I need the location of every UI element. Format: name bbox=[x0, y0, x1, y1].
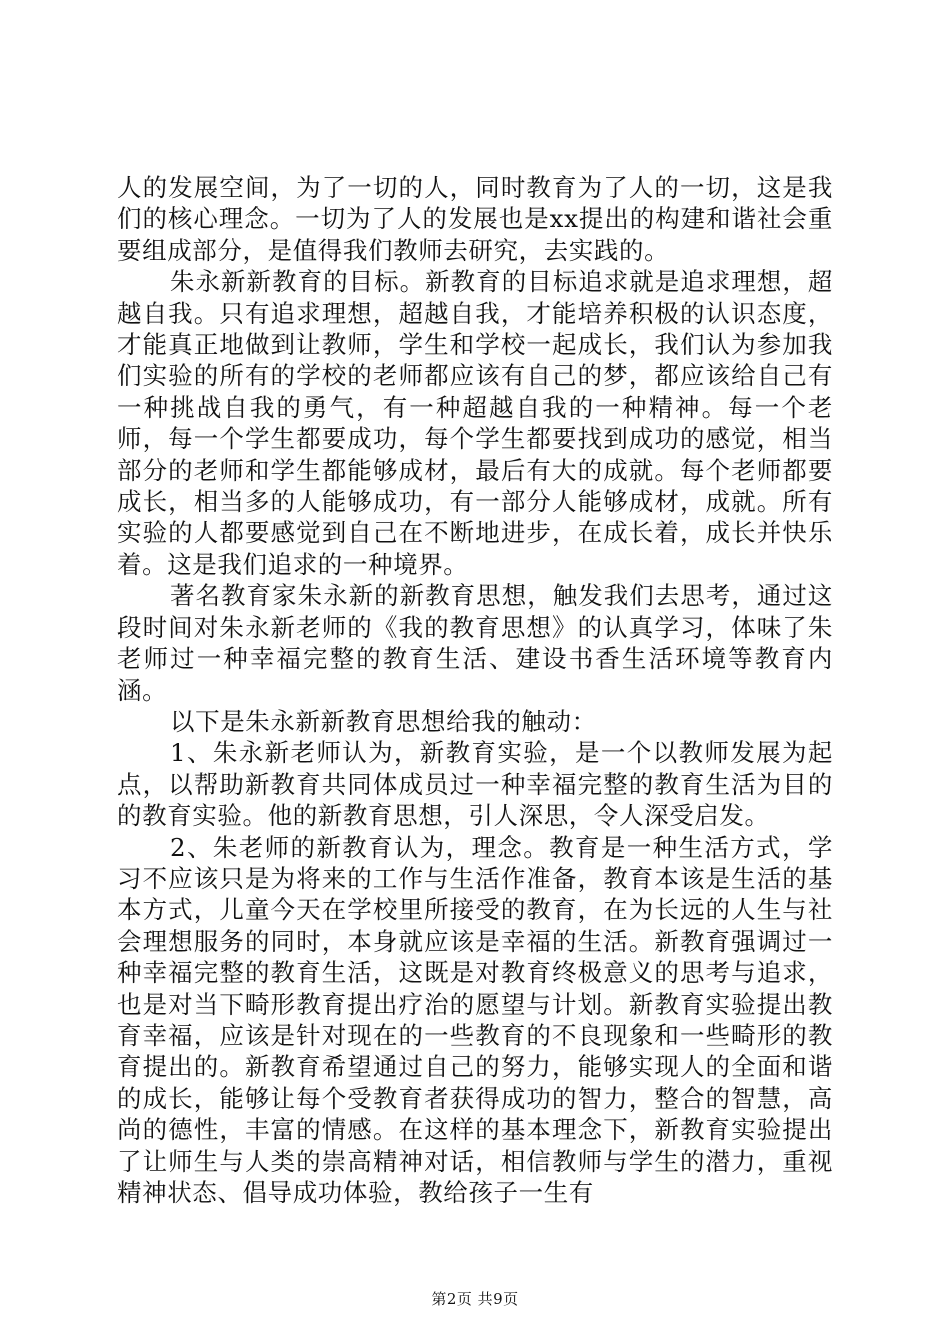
paragraph-education-goal: 朱永新新教育的目标。新教育的目标追求就是追求理想，超越自我。只有追求理想，超越自我，才能培养积极的认识态度，才能真正地做到让教师，学生和学校一起成长，我们认为参加我们实验的所有的学校的老师都应该有自己的梦，都应该给自己有一种挑战自我的勇气，有一种超越自我的一种精神。每一个老师，每一个学生都要成功，每个学生都要找到成功的感觉，相当部分的老师和学生都能够成材，最后有大的成就。每个老师都要成长，相当多的人能够成功，有一部分人能够成材，成就。所有实验的人都要感觉到自己在不断地进步，在成长着，成长并快乐着。这是我们追求的一种境界。 bbox=[117, 267, 833, 579]
paragraph-point-2: 2、朱老师的新教育认为，理念。教育是一种生活方式，学习不应该只是为将来的工作与生活作准备，教育本该是生活的基本方式，儿童今天在学校里所接受的教育，在为长远的人生与社会理想服务的同时，本身就应该是幸福的生活。新教育强调过一种幸福完整的教育生活，这既是对教育终极意义的思考与追求，也是对当下畸形教育提出疗治的愿望与计划。新教育实验提出教育幸福，应该是针对现在的一些教育的不良现象和一些畸形的教育提出的。新教育希望通过自己的努力，能够实现人的全面和谐的成长，能够让每个受教育者获得成功的智力，整合的智慧，高尚的德性，丰富的情感。在这样的基本理念下，新教育实验提出了让师生与人类的崇高精神对话，相信教师与学生的潜力，重视精神状态、倡导成功体验，教给孩子一生有 bbox=[117, 832, 833, 1207]
document-body bbox=[117, 172, 833, 1208]
paragraph-continuation: 人的发展空间，为了一切的人，同时教育为了人的一切，这是我们的核心理念。一切为了人的发展也是xx提出的构建和谐社会重要组成部分，是值得我们教师去研究，去实践的。 bbox=[117, 173, 833, 265]
paragraph-educator-thoughts: 著名教育家朱永新的新教育思想，触发我们去思考，通过这段时间对朱永新老师的《我的教育思想》的认真学习，体味了朱老师过一种幸福完整的教育生活、建设书香生活环境等教育内涵。 bbox=[117, 581, 833, 705]
paragraph-point-1: 1、朱永新老师认为，新教育实验，是一个以教师发展为起点，以帮助新教育共同体成员过一种幸福完整的教育生活为目的的教育实验。他的新教育思想，引人深思，令人深受启发。 bbox=[117, 738, 833, 831]
paragraph-intro-list: 以下是朱永新新教育思想给我的触动： bbox=[170, 706, 597, 736]
page-footer: 第2页 共9页 bbox=[431, 1290, 519, 1308]
